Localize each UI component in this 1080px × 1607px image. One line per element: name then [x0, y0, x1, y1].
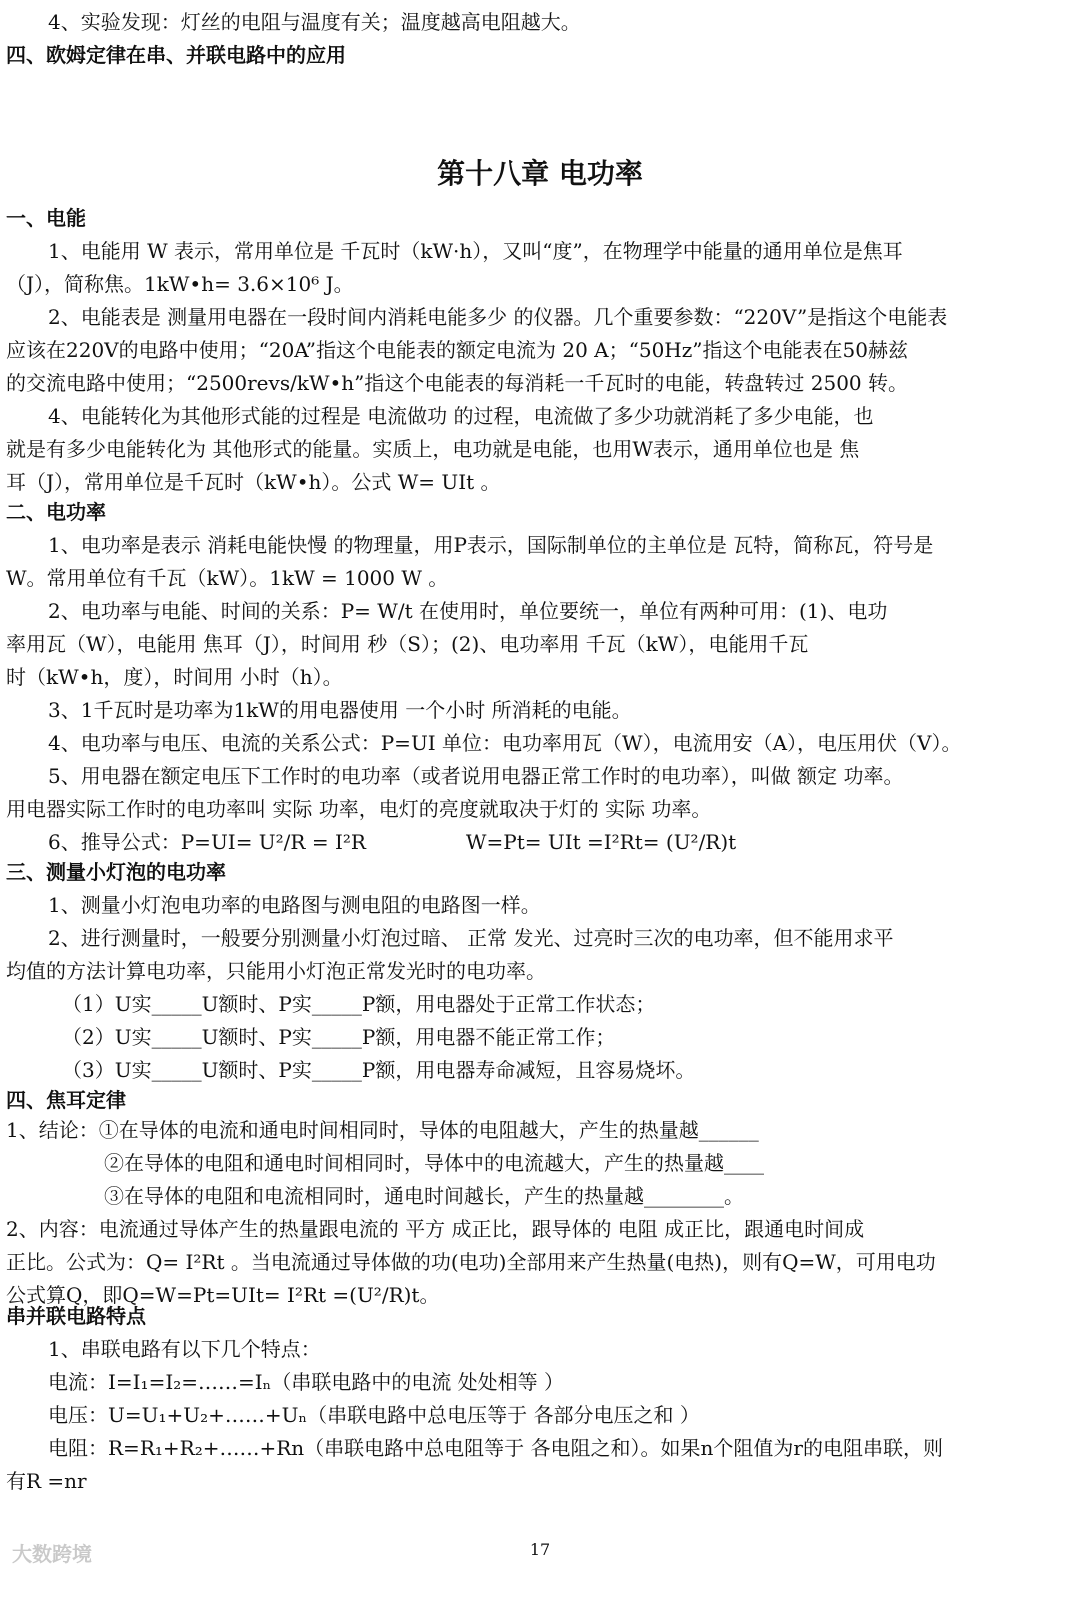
text-line: ③在导体的电阻和电流相同时，通电时间越长，产生的热量越________。 — [104, 1184, 744, 1208]
text-line: 2、进行测量时，一般要分别测量小灯泡过暗、 正常 发光、过亮时三次的电功率，但不能用求平 — [48, 926, 894, 950]
text-line: 4、电能转化为其他形式能的过程是 电流做功 的过程，电流做了多少功就消耗了多少电能，也 — [48, 404, 874, 428]
text-line: 正比。公式为：Q= I²Rt 。当电流通过导体做的功(电功)全部用来产生热量(电热)，则有Q=W，可用电功 — [6, 1250, 936, 1274]
text-line: 率用瓦（W），电能用 焦耳（J），时间用 秒（S）；(2)、电功率用 千瓦（kW），电能用千瓦 — [6, 632, 809, 656]
text-line: 用电器实际工作时的电功率叫 实际 功率，电灯的亮度就取决于灯的 实际 功率。 — [6, 797, 712, 821]
text-line: 电流：I=I₁=I₂=……=Iₙ（串联电路中的电流 处处相等 ） — [48, 1370, 565, 1394]
text-line: 4、实验发现：灯丝的电阻与温度有关；温度越高电阻越大。 — [48, 10, 581, 34]
section-heading: 四、欧姆定律在串、并联电路中的应用 — [6, 43, 346, 67]
text-line: 3、1千瓦时是功率为1kW的用电器使用 一个小时 所消耗的电能。 — [48, 698, 632, 722]
text-line: 的交流电路中使用；“2500revs/kW•h”指这个电能表的每消耗一千瓦时的电能，转盘转过 2500 转。 — [6, 371, 909, 395]
text-line: 1、电功率是表示 消耗电能快慢 的物理量，用P表示，国际制单位的主单位是 瓦特，简称瓦，符号是 — [48, 533, 934, 557]
text-line: W。常用单位有千瓦（kW）。1kW = 1000 W 。 — [6, 566, 449, 590]
text-line: 应该在220V的电路中使用；“20A”指这个电能表的额定电流为 20 A；“50Hz”指这个电能表在50赫兹 — [6, 338, 908, 362]
text-line: 2、内容：电流通过导体产生的热量跟电流的 平方 成正比，跟导体的 电阻 成正比，跟通电时间成 — [6, 1217, 865, 1241]
text-line: 时（kW•h，度），时间用 小时（h）。 — [6, 665, 343, 689]
text-line: 1、结论：①在导体的电流和通电时间相同时，导体的电阻越大，产生的热量越______ — [6, 1118, 759, 1142]
watermark-logo: 大数跨境 — [12, 1542, 92, 1566]
section-heading: 二、电功率 — [6, 500, 106, 524]
text-line: 1、串联电路有以下几个特点： — [48, 1337, 321, 1361]
text-line: 就是有多少电能转化为 其他形式的能量。实质上，电功就是电能，也用W表示，通用单位也是 焦 — [6, 437, 860, 461]
text-line: 电阻：R=R₁+R₂+……+Rn（串联电路中总电阻等于 各电阻之和）。如果n个阻值为r的电阻串联，则 — [48, 1436, 943, 1460]
text-line: 2、电功率与电能、时间的关系：P= W/t 在使用时，单位要统一，单位有两种可用：(1)、电功 — [48, 599, 888, 623]
text-line: （2）U实_____U额时、P实_____P额，用电器不能正常工作； — [62, 1025, 616, 1049]
text-line: 有R =nr — [6, 1469, 87, 1493]
section-heading: 一、电能 — [6, 206, 86, 230]
text-line: 1、电能用 W 表示，常用单位是 千瓦时（kW·h），又叫“度”，在物理学中能量的通用单位是焦耳 — [48, 239, 903, 263]
text-line: 6、推导公式：P=UI= U²/R = I²R W=Pt= UIt =I²Rt= (U²/R)t — [48, 830, 737, 854]
text-line: 1、测量小灯泡电功率的电路图与测电阻的电路图一样。 — [48, 893, 541, 917]
text-line: （1）U实_____U额时、P实_____P额，用电器处于正常工作状态； — [62, 992, 656, 1016]
page-number: 17 — [529, 1540, 551, 1559]
section-heading: 四、焦耳定律 — [6, 1088, 126, 1112]
text-line: 2、电能表是 测量用电器在一段时间内消耗电能多少 的仪器。几个重要参数：“220V”是指这个电能表 — [48, 305, 948, 329]
text-line: 均值的方法计算电功率，只能用小灯泡正常发光时的电功率。 — [6, 959, 546, 983]
text-line: 耳（J），常用单位是千瓦时（kW•h）。公式 W= UIt 。 — [6, 470, 501, 494]
chapter-title: 第十八章 电功率 — [437, 157, 643, 190]
section-heading: 三、测量小灯泡的电功率 — [6, 860, 226, 884]
text-line: 公式算Q，即Q=W=Pt=UIt= I²Rt =(U²/R)t。 — [6, 1283, 440, 1307]
text-line: 4、电功率与电压、电流的关系公式：P=UI 单位：电功率用瓦（W），电流用安（A），电压用伏（V）。 — [48, 731, 962, 755]
text-line: （J），简称焦。1kW•h= 3.6×10⁶ J。 — [6, 272, 354, 296]
text-line: 5、用电器在额定电压下工作时的电功率（或者说用电器正常工作时的电功率），叫做 额定 功率。 — [48, 764, 904, 788]
text-line: ②在导体的电阻和通电时间相同时，导体中的电流越大，产生的热量越____ — [104, 1151, 764, 1175]
text-line: 电压：U=U₁+U₂+……+Uₙ（串联电路中总电压等于 各部分电压之和 ） — [48, 1403, 700, 1427]
text-line: （3）U实_____U额时、P实_____P额，用电器寿命减短，且容易烧坏。 — [62, 1058, 696, 1082]
section-heading: 串并联电路特点 — [6, 1304, 146, 1328]
